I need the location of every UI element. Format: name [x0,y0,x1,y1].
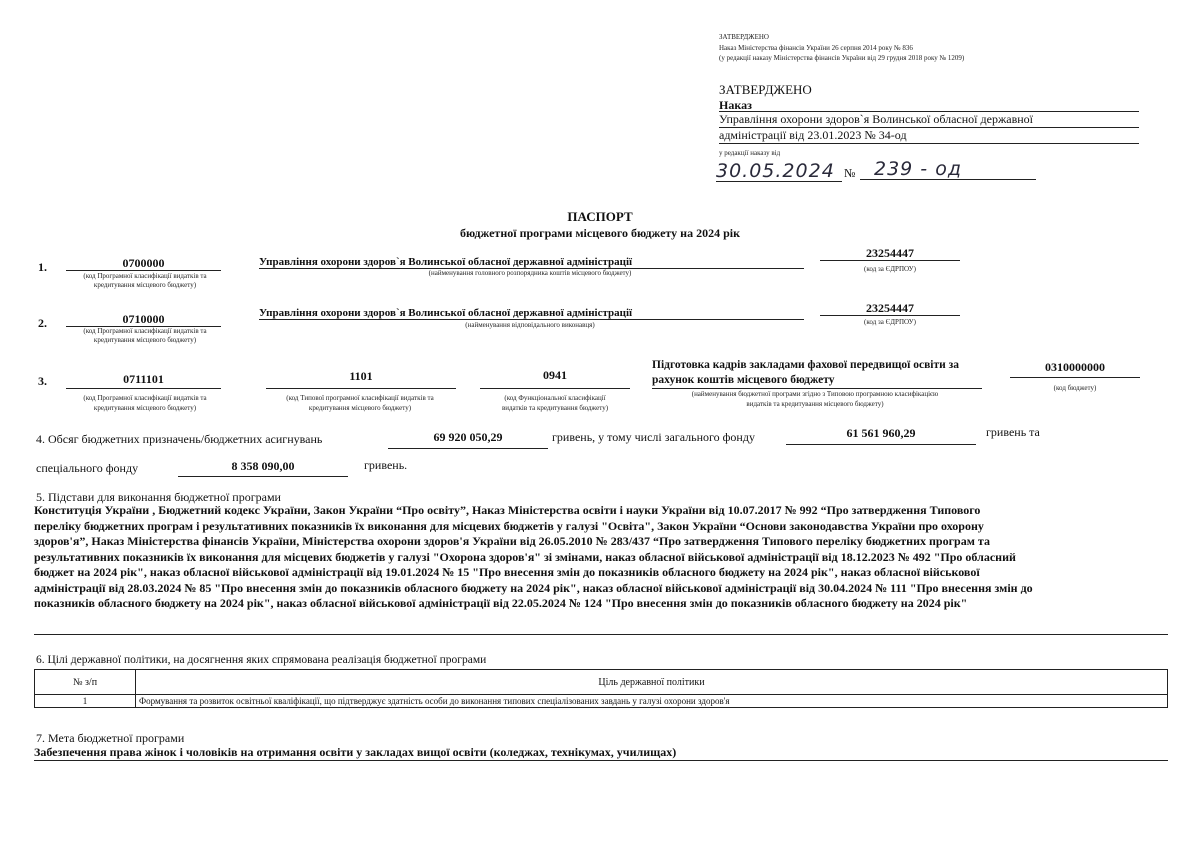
policy-goals-table [34,669,1168,708]
section7-label: 7. Мета бюджетної програми [36,731,185,745]
approval-top-edition: (у редакції наказу Міністерства фінансів України від 29 грудня 2018 року № 1209) [719,54,965,62]
row1-code-caption2: кредитування місцевого бюджету) [93,281,197,289]
approval-order-rule-3 [719,143,1139,144]
row3-typical-rule [266,388,456,389]
row1-edrpou: 23254447 [866,246,914,260]
special-fund-label: спеціального фонду [36,461,139,475]
section4-mid-text: гривень, у тому числі загального фонду [552,430,755,444]
basis-line: показників обласного бюджету на 2024 рік", наказ обласної військової адміністрації від 22.05.2024 № 124 "Про внесення змін до показників обласного бюджету на 2024 рік" [34,596,968,610]
approval-top-order: Наказ Міністерства фінансів України 26 серпня 2014 року № 836 [719,44,913,52]
row3-program-code: 0711101 [123,372,164,386]
row2-edrpou: 23254447 [866,301,914,315]
row3-functional-rule [480,388,630,389]
basis-line: здоров'я”, Наказ Міністерства фінансів України, Міністерства охорони здоров'я України від 26.05.2010 № 283/437 “Про затвердження Типового переліку бюджетних програм та [34,534,990,548]
approval-order-line1: Управління охорони здоров`я Волинської обласної державної [719,112,1033,126]
row3-budget-caption: (код бюджету) [1053,384,1097,392]
section7-goal-text: Забезпечення права жінок і чоловіків на отримання освіти у закладах вищої освіти (коледжах, технікумах, училищах) [34,745,677,759]
date-rule [716,181,842,182]
basis-line: адміністрації від 28.03.2024 № 85 "Про внесення змін до показників обласного бюджету на 2024 рік", наказ обласної військової адміністрації від 30.04.2024 № 111 "Про внесення змін до [34,580,1033,595]
special-fund-tail: гривень. [364,458,408,472]
goal-text: Формування та розвиток освітньої кваліфікації, що підтверджує здатність особи до виконання типових спеціалізованих завдань у галузі охорони здоров'я [136,695,1168,708]
row3-typical-caption1: (код Типової програмної класифікації видатків та [286,394,434,402]
section7-rule [34,760,1168,761]
page-subtitle: бюджетної програми місцевого бюджету на 2024 рік [460,226,740,240]
table-header-row [35,670,1168,695]
row1-code-caption1: (код Програмної класифікації видатків та [83,272,207,280]
basis-line: Конституція України , Бюджетний кодекс України, Закон України “Про освіту”, Наказ Міністерства освіти і науки України від 10.07.2017 № 992 “Про затвердження Типового [34,503,981,517]
row2-executor-name: Управління охорони здоров`я Волинської обласної державної адміністрації [259,307,633,319]
total-amount: 69 920 050,29 [433,430,503,444]
row3-program-caption2: видатків та кредитування місцевого бюджету) [746,400,884,408]
section4-label: 4. Обсяг бюджетних призначень/бюджетних асигнувань [36,432,323,446]
row2-edrpou-rule [820,315,960,316]
row1-edrpou-rule [820,260,960,261]
row3-typical-caption2: кредитування місцевого бюджету) [308,404,412,412]
row2-code-caption2: кредитування місцевого бюджету) [93,336,197,344]
row1-manager-name: Управління охорони здоров`я Волинської обласної державної адміністрації [259,256,633,268]
col-goal-header: Ціль державної політики [136,670,1168,695]
row3-code-caption1: (код Програмної класифікації видатків та [83,394,207,402]
row3-number: 3. [38,374,47,388]
table-row [35,695,1168,708]
row1-program-code: 0700000 [122,256,165,270]
row3-code-caption2: кредитування місцевого бюджету) [93,404,197,412]
row2-name-caption: (найменування відповідального виконавця) [465,321,595,329]
row3-functional-caption1: (код Функціональної класифікації [504,394,606,402]
row3-functional-caption2: видатків та кредитування бюджету) [501,404,609,412]
edition-caption: у редакції наказу від [719,149,781,157]
total-amount-rule [388,448,548,449]
number-sign: № [844,166,856,180]
approval-order-line2: адміністрації від 23.01.2023 № 34-од [719,128,907,142]
basis-line: переліку бюджетних програм і результативних показників їх виконання для місцевих бюджетів у галузі "Освіта", Закон України “Основи законодавства України про охорону [34,518,984,533]
approval-top-title: ЗАТВЕРДЖЕНО [719,33,769,41]
row3-budget-code: 0310000000 [1045,360,1105,374]
goal-number: 1 [35,695,136,708]
row3-program-rule [652,388,982,389]
basis-line: результативних показників їх виконання для місцевих бюджетів у галузі "Охорона здоров'я" зі змінами, наказ обласної військової адміністрації від 18.12.2023 № 492 "Про обласний [34,549,1016,564]
row3-program-name-line1: Підготовка кадрів закладами фахової передвищої освіти за [652,359,960,371]
number-rule [860,179,1036,180]
basis-line: бюджет на 2024 рік", наказ обласної військової адміністрації від 19.01.2024 № 15 "Про внесення змін до показників обласного бюджету на 2024 рік", наказ обласної військової [34,565,980,579]
row2-code-caption1: (код Програмної класифікації видатків та [83,327,207,335]
row3-typical-code: 1101 [349,369,373,383]
page-title: ПАСПОРТ [567,209,633,224]
section6-label: 6. Цілі державної політики, на досягнення яких спрямована реалізація бюджетної програми [36,654,487,666]
row1-name-caption: (найменування головного розпорядника коштів місцевого бюджету) [428,269,632,277]
row3-program-name-line2: рахунок коштів місцевого бюджету [652,374,835,386]
section5-rule [34,634,1168,635]
row3-program-caption1: (найменування бюджетної програми згідно з Типовою програмною класифікацією [691,390,939,398]
row2-name-rule [259,319,804,320]
row3-code-rule [66,388,221,389]
approval-title: ЗАТВЕРДЖЕНО [719,82,812,97]
section4-tail-text: гривень та [986,425,1040,439]
handwritten-number: 239 - од [874,158,962,180]
section5-label: 5. Підстави для виконання бюджетної програми [36,490,281,504]
row3-budget-rule [1010,377,1140,378]
general-fund-amount: 61 561 960,29 [846,426,916,440]
special-fund-rule [178,476,348,477]
col-number-header: № з/п [35,670,136,695]
row1-number: 1. [38,260,47,274]
general-fund-rule [786,444,976,445]
row2-program-code: 0710000 [122,312,165,326]
row1-edrpou-caption: (код за ЄДРПОУ) [864,265,916,273]
special-fund-amount: 8 358 090,00 [231,459,295,473]
row2-edrpou-caption: (код за ЄДРПОУ) [864,318,916,326]
handwritten-date: 30.05.2024 [716,160,835,182]
approval-order-label: Наказ [719,98,752,112]
section5-basis-text [34,503,1174,612]
row3-functional-code: 0941 [543,368,567,382]
row2-number: 2. [38,316,47,330]
row1-code-rule [66,270,221,271]
